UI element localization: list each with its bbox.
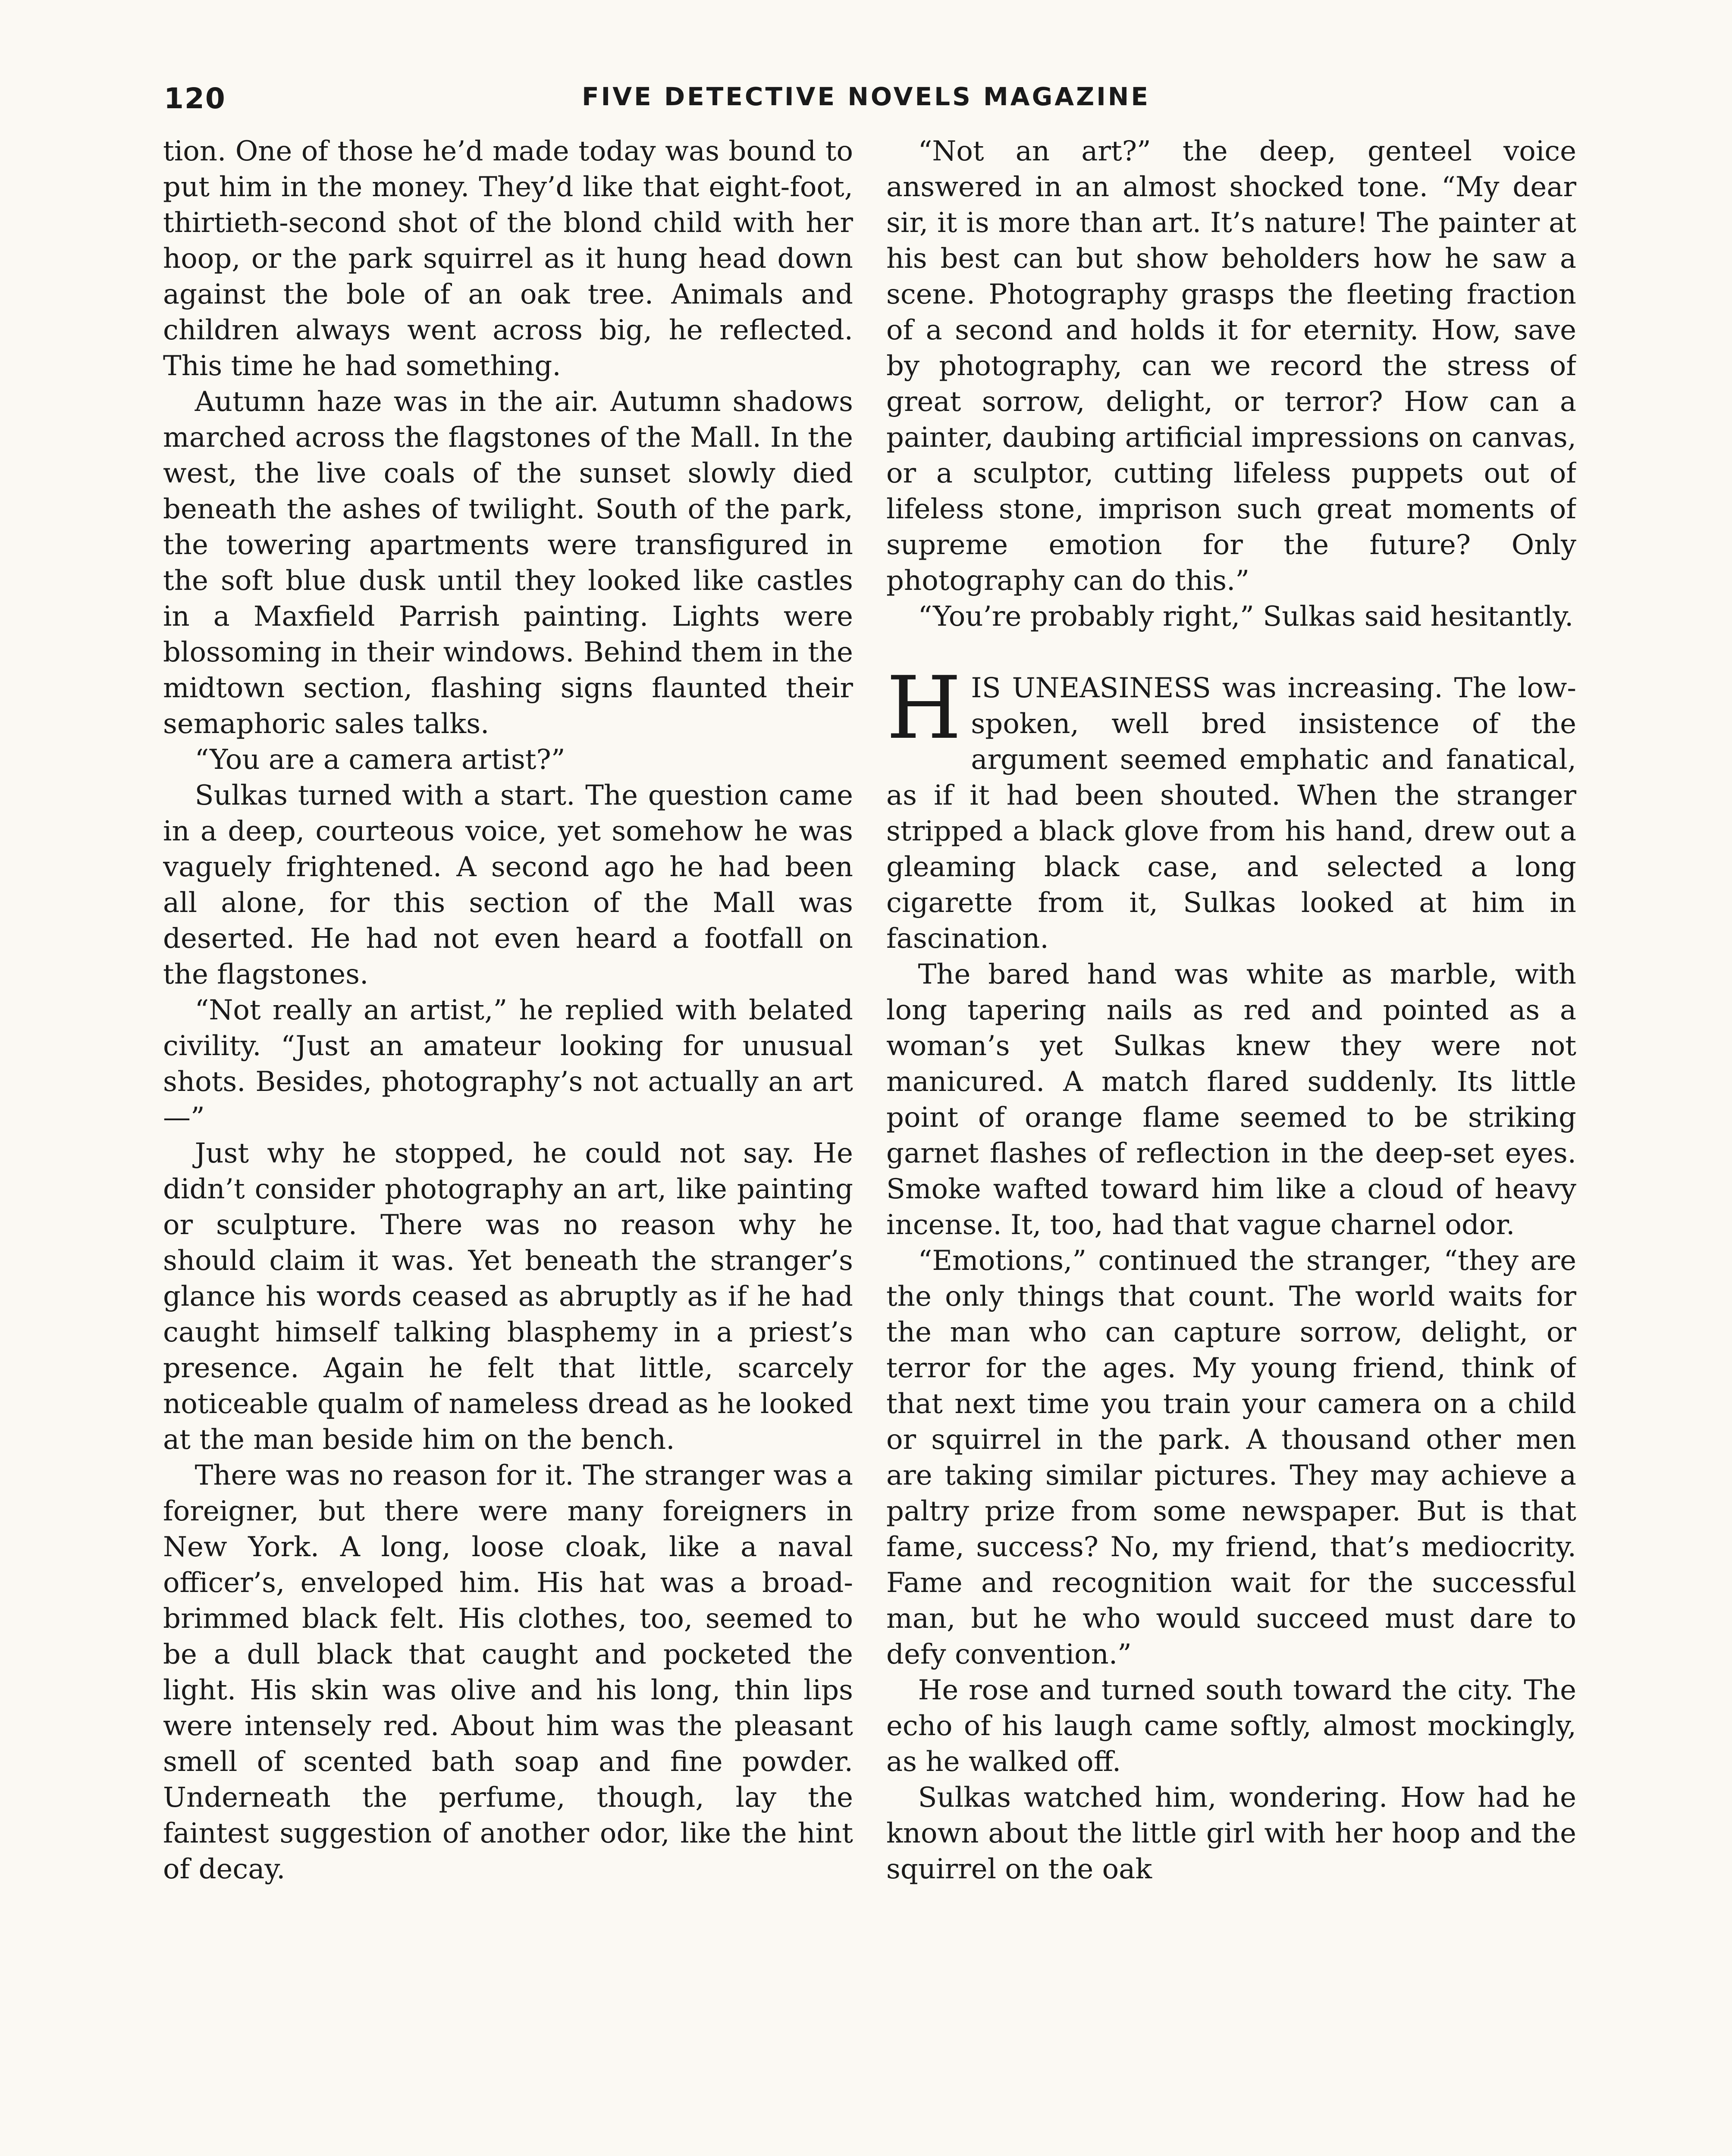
paragraph: He rose and turned south toward the city. The echo of his laugh came softly, almost mockingly, as he walked off. (886, 1674, 1576, 1778)
page-number: 120 (164, 82, 226, 115)
paragraph: “You’re probably right,” Sulkas said hesitantly. (918, 601, 1574, 633)
paragraph: The bared hand was white as marble, with long tapering nails as red and pointed as a woman’s yet Sulkas knew they were not manicured. A match flared suddenly. Its little point of orange flame seemed to be striking garnet flashes of reflection in the deep-set eyes. Smoke wafted toward him like a cloud of heavy incense. It, too, had that vague charnel odor. (886, 959, 1576, 1241)
paragraph: tion. One of those he’d made today was bound to put him in the money. They’d like that eight-foot, thirtieth-second shot of the blond child with her hoop, or the park squirrel as it hung head down against the bole of an oak tree. Animals and children always went across big, he reflected. This time he had something. (163, 135, 853, 382)
paragraph: “Emotions,” continued the stranger, “they are the only things that count. The world waits for the man who can capture sorrow, delight, or terror for the ages. My young friend, think of that next time you train your camera on a child or squirrel in the park. A thousand other men are taking similar pictures. They may achieve a paltry prize from some newspaper. But is that fame, success? No, my friend, that’s mediocrity. Fame and recognition wait for the successful man, but he who would succeed must dare to defy convention.” (886, 1245, 1576, 1670)
paragraph: Sulkas watched him, wondering. How had he known about the little girl with her hoop and the squirrel on the oak (886, 1782, 1576, 1885)
section-opening-paragraph (886, 658, 1576, 957)
right-column (886, 134, 1576, 2156)
paragraph: “Not really an artist,” he replied with belated civility. “Just an amateur looking for unusual shots. Besides, photography’s not actually an art—” (163, 994, 853, 1134)
section-opening-text: IS UNEASINESS was increasing. The low-spoken, well bred insistence of the argument seemed emphatic and fanatical, as if it had been shouted. When the stranger stripped a black glove from his hand, drew out a gleaming black case, and selected a long cigarette from it, Sulkas looked at him in fascination. (886, 672, 1576, 955)
paragraph: Just why he stopped, he could not say. He didn’t consider photography an art, like painting or sculpture. There was no reason why he should claim it was. Yet beneath the stranger’s glance his words ceased as abruptly as if he had caught himself talking blasphemy in a priest’s presence. Again he felt that little, scarcely noticeable qualm of nameless dread as he looked at the man beside him on the bench. (163, 1138, 853, 1456)
paragraph: Autumn haze was in the air. Autumn shadows marched across the flagstones of the Mall. In the west, the live coals of the sunset slowly died beneath the ashes of twilight. South of the park, the towering apartments were transfigured in the soft blue dusk until they looked like castles in a Maxfield Parrish painting. Lights were blossoming in their windows. Behind them in the midtown section, flashing signs flaunted their semaphoric sales talks. (163, 386, 853, 740)
paragraph: “You are a camera artist?” (195, 744, 565, 776)
drop-cap: H (886, 658, 962, 758)
section-break (886, 635, 1576, 671)
running-head: FIVE DETECTIVE NOVELS MAGAZINE (582, 82, 1150, 111)
left-column (163, 134, 853, 2156)
page-header (164, 82, 1568, 129)
paragraph: Sulkas turned with a start. The question came in a deep, courteous voice, yet somehow he was vaguely frightened. A second ago he had been all alone, for this section of the Mall was deserted. He had not even heard a footfall on the flagstones. (163, 780, 853, 990)
paragraph: There was no reason for it. The stranger was a foreigner, but there were many foreigners in New York. A long, loose cloak, like a naval officer’s, enveloped him. His hat was a broad-brimmed black felt. His clothes, too, seemed to be a dull black that caught and pocketed the light. His skin was olive and his long, thin lips were intensely red. About him was the pleasant smell of scented bath soap and fine powder. Underneath the perfume, though, lay the faintest suggestion of another odor, like the hint of decay. (163, 1460, 853, 1885)
paragraph: “Not an art?” the deep, genteel voice answered in an almost shocked tone. “My dear sir, it is more than art. It’s nature! The painter at his best can but show beholders how he saw a scene. Photography grasps the fleeting fraction of a second and holds it for eternity. How, save by photography, can we record the stress of great sorrow, delight, or terror? How can a painter, daubing artificial impressions on canvas, or a sculptor, cutting lifeless puppets out of lifeless stone, imprison such great moments of supreme emotion for the future? Only photography can do this.” (886, 135, 1576, 597)
